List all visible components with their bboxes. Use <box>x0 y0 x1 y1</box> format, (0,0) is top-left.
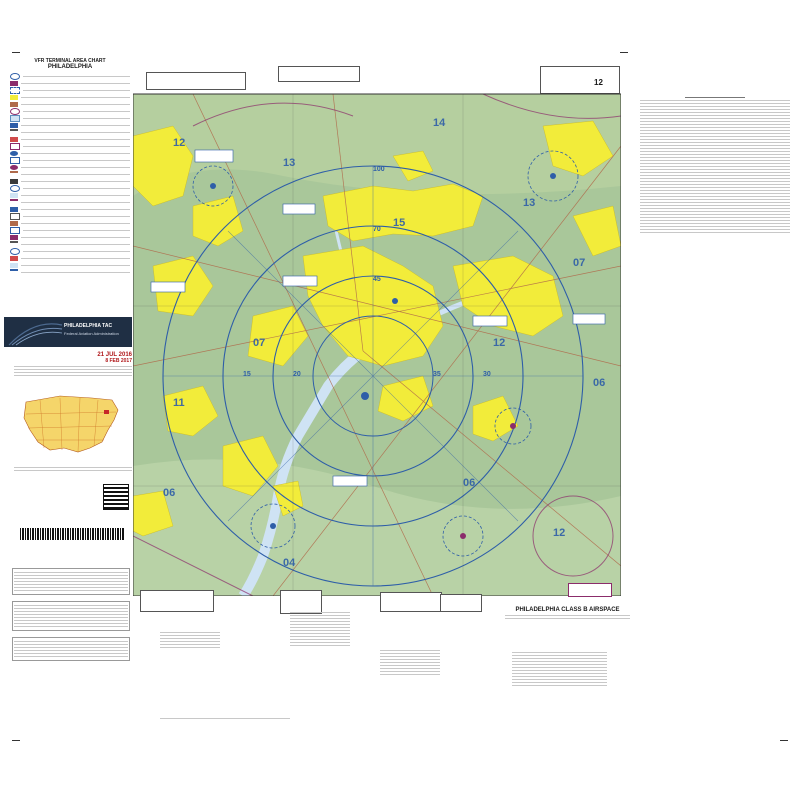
legend-row <box>10 220 130 227</box>
map-annotation-box <box>573 314 605 324</box>
terminal-area-map <box>133 66 621 596</box>
text-block <box>380 648 440 677</box>
map-annotation-box <box>333 476 367 486</box>
crop-mark <box>780 740 788 741</box>
banner-agency: Federal Aviation Administration <box>64 331 119 336</box>
legend-row <box>10 143 130 150</box>
mef-label: 12 <box>553 527 566 539</box>
ring-altitude-label: 30 <box>483 371 491 378</box>
legend-row <box>10 129 130 136</box>
legend-row <box>10 255 130 262</box>
qr-code <box>103 484 129 510</box>
legend-row <box>10 157 130 164</box>
legend-row <box>10 87 130 94</box>
airport-icon <box>550 173 556 179</box>
coverage-highlight <box>104 410 109 414</box>
crop-mark <box>12 52 20 53</box>
legend-row <box>10 192 130 199</box>
mef-label: 11 <box>173 397 185 409</box>
ring-altitude-label: 45 <box>373 276 381 283</box>
legend-row <box>10 73 130 80</box>
mef-label: 15 <box>393 217 406 229</box>
text-block <box>160 630 220 650</box>
next-edition-date: 8 FEB 2017 <box>105 358 132 364</box>
footer-note-box <box>568 583 612 597</box>
legend-row <box>10 164 130 171</box>
map-annotation-box <box>283 276 317 286</box>
chart-banner <box>4 317 132 347</box>
frequency-tables <box>12 568 130 667</box>
frequency-table <box>12 601 130 631</box>
ring-altitude-label: 100 <box>373 166 385 173</box>
legend-row <box>10 178 130 185</box>
legend-row <box>10 227 130 234</box>
barcode <box>20 528 125 540</box>
legend-row <box>10 241 130 248</box>
effective-date: 21 JUL 2016 <box>97 352 132 358</box>
legend-row <box>10 248 130 255</box>
airport-icon <box>460 533 466 539</box>
map-annotation-box <box>283 204 315 214</box>
legend-row <box>10 150 130 157</box>
footer-note-box <box>440 594 482 612</box>
text-block <box>512 650 607 688</box>
legend-row <box>10 262 130 269</box>
airport-icon <box>510 423 516 429</box>
panel-number: 12 <box>594 78 603 87</box>
mef-label: 07 <box>573 257 586 269</box>
legend-row <box>10 108 130 115</box>
ring-altitude-label: 20 <box>293 371 301 378</box>
legend-row <box>10 101 130 108</box>
legend-panel <box>10 58 130 313</box>
legend-row <box>10 234 130 241</box>
legend-row <box>10 206 130 213</box>
class-b-title: PHILADELPHIA CLASS B AIRSPACE <box>515 607 620 613</box>
map-annotation-box <box>151 282 185 292</box>
mef-label: 13 <box>283 157 296 169</box>
airport-icon <box>392 298 398 304</box>
footer-note-box <box>140 590 214 612</box>
ring-altitude-label: 15 <box>243 371 251 378</box>
crop-mark <box>12 740 20 741</box>
map-annotation-box <box>473 316 507 326</box>
legend-row <box>10 185 130 192</box>
airport-icon <box>361 392 369 400</box>
frequency-table <box>12 637 130 661</box>
us-coverage-map <box>20 390 124 460</box>
footer-note-box <box>380 592 442 612</box>
mef-label: 06 <box>463 477 476 489</box>
legend-row <box>10 136 130 143</box>
mef-label: 14 <box>433 117 446 129</box>
mef-label: 12 <box>493 337 506 349</box>
mef-label: 06 <box>593 377 606 389</box>
legend-row <box>10 94 130 101</box>
inset-caption <box>14 465 132 473</box>
legend-row <box>10 122 130 129</box>
notes-panel <box>640 95 790 235</box>
banner-graphic <box>4 317 64 347</box>
class-b-section <box>505 607 630 621</box>
effective-dates <box>14 352 132 378</box>
legend-row <box>10 171 130 178</box>
mef-label: 12 <box>173 137 186 149</box>
airport-icon <box>210 183 216 189</box>
banner-title: PHILADELPHIA TAC <box>64 323 113 329</box>
map-annotation-box <box>195 150 233 162</box>
chart-area-name: PHILADELPHIA <box>47 64 93 70</box>
legend-row <box>10 213 130 220</box>
mef-label: 04 <box>283 557 296 569</box>
legend-row <box>10 80 130 87</box>
mef-label: 13 <box>523 197 536 209</box>
legend-row <box>10 115 130 122</box>
mef-label: 06 <box>163 487 176 499</box>
frequency-table <box>12 568 130 595</box>
text-block <box>160 716 290 721</box>
text-block <box>290 610 350 648</box>
legend-row <box>10 269 130 276</box>
legend-row <box>10 199 130 206</box>
ring-altitude-label: 70 <box>373 226 381 233</box>
mef-label: 07 <box>253 337 266 349</box>
chart-series-label: VFR TERMINAL AREA CHART <box>34 58 106 64</box>
crop-mark <box>620 52 628 53</box>
ring-altitude-label: 35 <box>433 371 441 378</box>
airport-icon <box>270 523 276 529</box>
